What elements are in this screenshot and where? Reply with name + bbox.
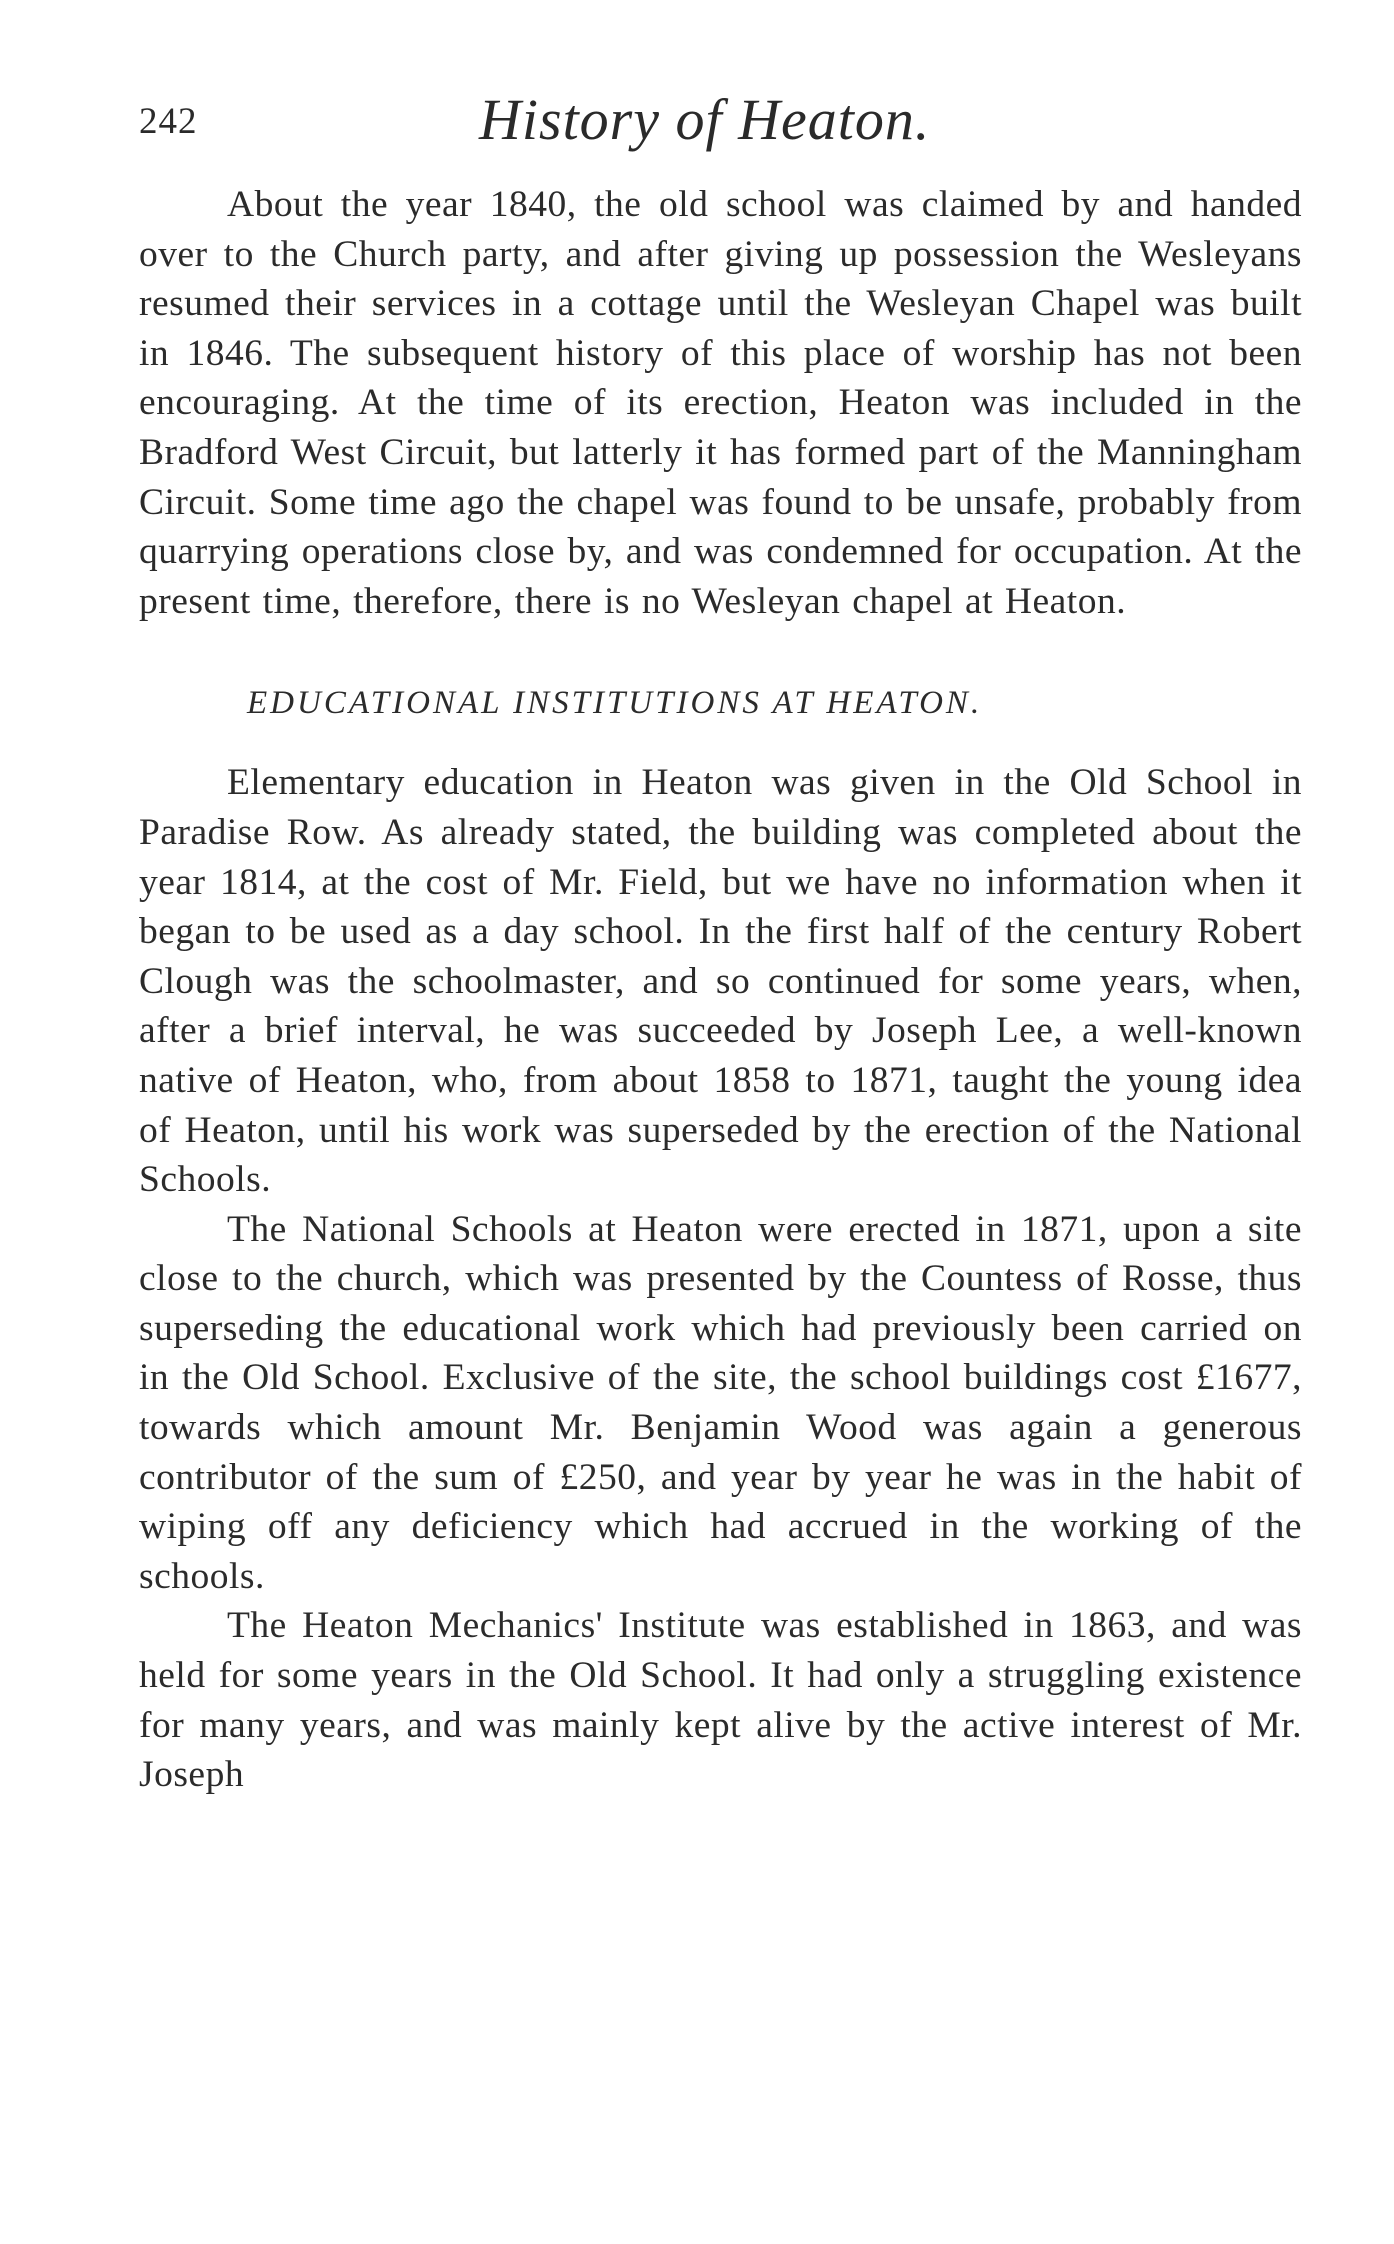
page-number: 242	[139, 101, 198, 142]
paragraph-mechanics-institute: The Heaton Mechanics' Institute was established in 1863, and was held for some years in the Old School. It had only a struggling existence for many years, and was mainly kept alive by the active interest of Mr. Joseph	[139, 1605, 1302, 1796]
section-heading: EDUCATIONAL INSTITUTIONS AT HEATON.	[247, 685, 983, 722]
running-title: History of Heaton.	[479, 87, 931, 152]
paragraph-national-schools: The National Schools at Heaton were erected in 1871, upon a site close to the church, which was presented by the Countess of Rosse, thus superseding the educational work which had previously been carried on in the Old School. Exclusive of the site, the school buildings cost £1677, towards which amount Mr. Benjamin Wood was again a generous contributor of the sum of £250, and year by year he was in the habit of wiping off any deficiency which had accrued in the working of the schools.	[139, 1208, 1302, 1597]
paragraph-elementary-education: Elementary education in Heaton was given in the Old School in Paradise Row. As already stated, the building was completed about the year 1814, at the cost of Mr. Field, but we have no information when it began to be used as a day school. In the first half of the century Robert Clough was the schoolmaster, and so continued for some years, when, after a brief interval, he was succeeded by Joseph Lee, a well-known native of Heaton, who, from about 1858 to 1871, taught the young idea of Heaton, until his work was superseded by the erection of the National Schools.	[139, 762, 1302, 1201]
body-text	[139, 180, 1302, 1800]
paragraph-wesleyan-chapel: About the year 1840, the old school was claimed by and handed over to the Church party, and after giving up possession the Wesleyans resumed their services in a cottage until the Wesleyan Chapel was built in 1846. The subsequent history of this place of worship has not been encouraging. At the time of its erection, Heaton was included in the Bradford West Circuit, but latterly it has formed part of the Manningham Circuit. Some time ago the chapel was found to be unsafe, probably from quarrying operations close by, and was condemned for occupation. At the present time, therefore, there is no Wesleyan chapel at Heaton.	[139, 184, 1302, 622]
running-head	[139, 86, 1302, 166]
